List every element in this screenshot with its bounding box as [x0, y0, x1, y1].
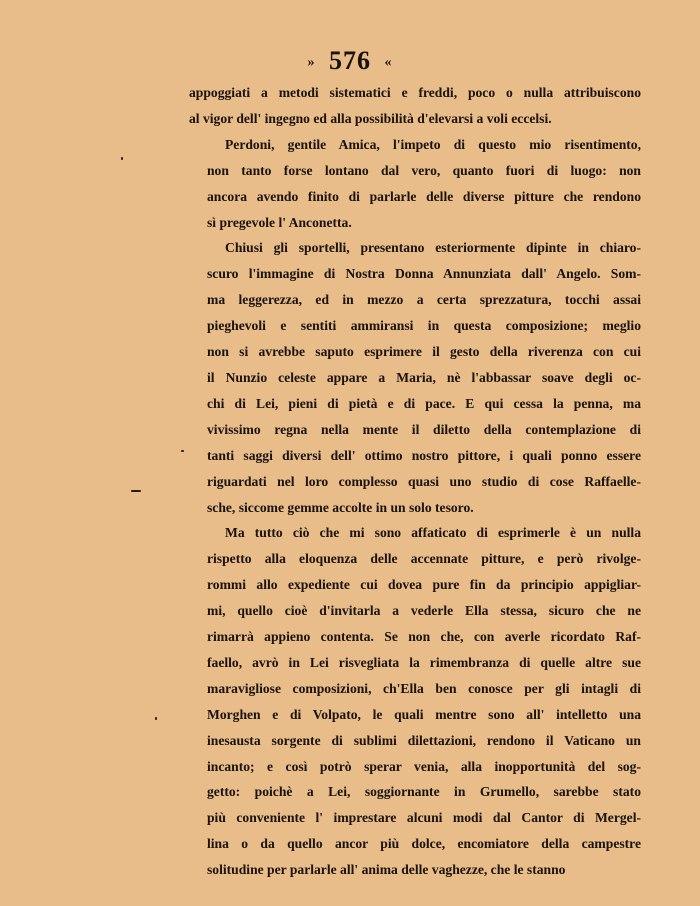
text-line: tanti saggi diversi dell' ottimo nostro pittore, i quali ponno essere [207, 447, 641, 463]
scan-speck [131, 490, 141, 492]
text-line: lina o da quello ancor più dolce, encomiatore della campestre [207, 836, 641, 852]
text-line: pieghevoli e sentiti ammiransi in questa composizione; meglio [207, 318, 641, 334]
paragraph [189, 80, 641, 132]
text-line: chi di Lei, pieni di pietà e di pace. E qui cessa la penna, ma [207, 395, 641, 411]
scan-speck [155, 717, 157, 720]
text-line: appoggiati a metodi sistematici e freddi, poco o nulla attribuiscono [189, 85, 641, 100]
text-line: rommi allo expediente cui dovea pure fin da principio appigliar- [207, 577, 641, 593]
text-line: incanto; e così potrò sperar venia, alla inopportunità del sog- [207, 758, 641, 774]
left-ornament-icon: » [307, 55, 316, 71]
page-number: 576 [329, 46, 371, 75]
text-line: non si avrebbe saputo esprimere il gesto della riverenza con cui [207, 344, 641, 360]
text-line: sì pregevole l' Anconetta. [207, 214, 352, 230]
text-line: Chiusi gli sportelli, presentano esteriormente dipinte in chiaro- [225, 240, 641, 256]
paragraph [189, 235, 641, 520]
text-line: faello, avrò in Lei risvegliata la rimembranza di quelle altre sue [207, 654, 641, 670]
scan-speck [181, 450, 184, 452]
text-line: al vigor dell' ingegno ed alla possibilità d'elevarsi a voli eccelsi. [189, 110, 552, 126]
text-line: rispetto alla eloquenza delle accennate pitture, e però rivolge- [207, 551, 641, 567]
text-line: mi, quello cioè d'invitarla a vederle Ella stessa, sicuro che ne [207, 603, 641, 619]
text-line: Ma tutto ciò che mi sono affaticato di esprimerle è un nulla [225, 525, 641, 541]
text-line: sche, siccome gemme accolte in un solo tesoro. [207, 499, 474, 515]
text-line: riguardati nel loro complesso quasi uno studio di cose Raffaelle- [207, 473, 641, 489]
text-line: rimarrà appieno contenta. Se non che, con averle ricordato Raf- [207, 629, 641, 645]
text-line: Morghen e di Volpato, le quali mentre sono all' intelletto una [207, 706, 641, 722]
scan-speck [121, 157, 123, 160]
text-line: getto: poichè a Lei, soggiornante in Grumello, sarebbe stato [207, 784, 641, 800]
page-header [0, 46, 700, 76]
text-line: inesausta sorgente di sublimi dilettazioni, rendono il Vaticano un [207, 732, 641, 748]
text-line: ma leggerezza, ed in mezzo a certa sprezzatura, tocchi assai [207, 292, 641, 308]
paragraph [189, 520, 641, 883]
paragraph [189, 132, 641, 236]
text-line: maravigliose composizioni, ch'Ella ben conosce per gli intagli di [207, 680, 641, 696]
text-line: ancora avendo finito di parlarle delle diverse pitture che rendono [207, 188, 641, 204]
text-line: solitudine per parlarle all' anima delle vaghezze, che le stanno [207, 862, 566, 878]
text-line: non tanto forse lontano dal vero, quanto fuori di luogo: non [207, 162, 641, 178]
text-line: il Nunzio celeste appare a Maria, nè l'abbassar soave degli oc- [207, 369, 641, 385]
text-line: Perdoni, gentile Amica, l'impeto di questo mio risentimento, [225, 136, 641, 152]
body-text [189, 80, 641, 883]
text-line: vivissimo regna nella mente il diletto della contemplazione di [207, 421, 641, 437]
text-line: più conveniente l' imprestare alcuni modi dal Cantor di Mergel- [207, 810, 641, 826]
text-line: scuro l'immagine di Nostra Donna Annunziata dall' Angelo. Som- [207, 266, 641, 282]
right-ornament-icon: « [384, 55, 393, 71]
